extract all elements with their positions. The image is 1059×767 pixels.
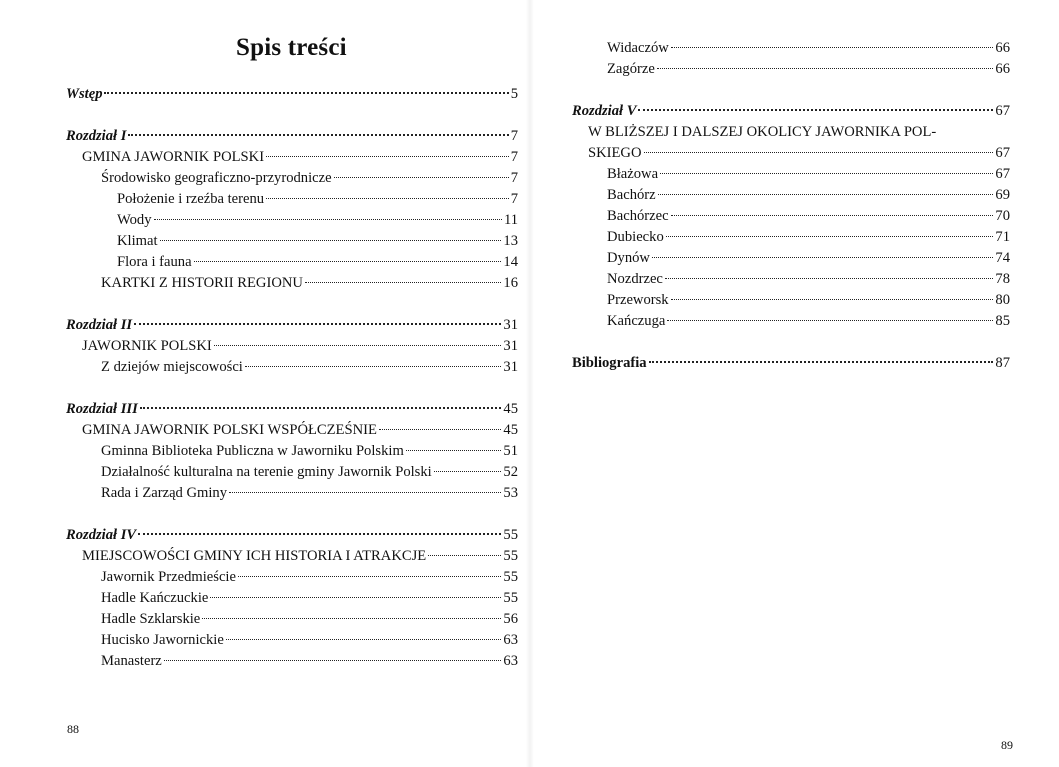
toc-entry-page: 5	[510, 86, 518, 102]
toc-entry-label: Hucisko Jawornickie	[101, 632, 224, 648]
toc-entry-label: Wstęp	[66, 86, 103, 102]
dot-leader	[210, 597, 501, 598]
toc-entry	[66, 147, 518, 168]
toc-entry-page: 55	[503, 590, 518, 606]
toc-chapter-entry	[66, 399, 518, 420]
dot-leader	[214, 345, 502, 346]
dot-leader	[226, 639, 502, 640]
toc-entry-page: 7	[510, 191, 518, 207]
toc-entry-page: 70	[995, 208, 1010, 224]
right-page	[530, 0, 1059, 767]
toc-entry-page: 45	[503, 422, 518, 438]
toc-entry-page: 31	[503, 359, 518, 375]
toc-entry-page: 52	[503, 464, 518, 480]
toc-entry-label: Rada i Zarząd Gminy	[101, 485, 228, 501]
toc-entry-page: 55	[503, 569, 518, 585]
toc-entry-label: Rozdział V	[572, 103, 637, 119]
toc-entry-label: MIEJSCOWOŚCI GMINY ICH HISTORIA I ATRAKCJE	[82, 548, 427, 564]
toc-entry-label: Flora i fauna	[117, 254, 192, 270]
toc-entry-label: Nozdrzec	[607, 271, 663, 287]
toc-entry-page: 69	[995, 187, 1010, 203]
toc-entry-label: Hadle Kańczuckie	[101, 590, 209, 606]
toc-entry-label: Środowisko geograficzno-przyrodnicze	[101, 170, 332, 186]
toc-entry-label: Bachórzec	[607, 208, 669, 224]
toc-entry-label: Klimat	[117, 233, 158, 249]
toc-entry-page: 7	[510, 149, 518, 165]
toc-entry-page: 11	[503, 212, 518, 228]
toc-entry-label: Błażowa	[607, 166, 659, 182]
toc-entry-label: Gminna Biblioteka Publiczna w Jaworniku Polskim	[101, 443, 404, 459]
toc-entry-label: Rozdział III	[66, 401, 138, 417]
dot-leader	[644, 152, 994, 153]
dot-leader	[660, 173, 993, 174]
toc-chapter-entry	[66, 525, 518, 546]
dot-leader	[406, 450, 502, 451]
dot-leader	[104, 92, 508, 94]
toc-entry	[572, 269, 1010, 290]
toc-entry-page: 66	[995, 61, 1010, 77]
toc-entry-label: Widaczów	[607, 40, 669, 56]
page-number-left: 88	[67, 722, 79, 736]
dot-leader	[667, 320, 993, 321]
dot-leader	[164, 660, 502, 661]
toc-entry	[66, 168, 518, 189]
toc-entry-page: 51	[503, 443, 518, 459]
toc-entry	[66, 210, 518, 231]
toc-entry-page: 7	[510, 128, 518, 144]
dot-leader	[671, 215, 994, 216]
toc-entry-page: 13	[503, 233, 518, 249]
toc-chapter-entry	[66, 315, 518, 336]
dot-leader	[658, 194, 994, 195]
dot-leader	[266, 198, 509, 199]
toc-entry-page: 63	[503, 653, 518, 669]
toc-entry	[66, 189, 518, 210]
dot-leader	[138, 533, 501, 535]
toc-entry-label: Dubiecko	[607, 229, 664, 245]
toc-entry-label: Zagórze	[607, 61, 655, 77]
toc-entry	[572, 185, 1010, 206]
toc-entry-page: 31	[503, 338, 518, 354]
dot-leader	[128, 134, 508, 136]
toc-entry-label: Położenie i rzeźba terenu	[117, 191, 265, 207]
toc-chapter-entry	[572, 101, 1010, 122]
toc-entry-label: Rozdział IV	[66, 527, 137, 543]
toc-entry	[66, 609, 518, 630]
toc-entry-page: 67	[995, 103, 1010, 119]
toc-entry	[66, 231, 518, 252]
toc-entry-label: Wody	[117, 212, 152, 228]
toc-entry-page: 56	[503, 611, 518, 627]
toc-entry	[572, 311, 1010, 332]
dot-leader	[134, 323, 501, 325]
toc-entry	[66, 273, 518, 294]
toc-entry-label: Bibliografia	[572, 355, 647, 371]
toc-bibliography-entry	[572, 353, 1010, 374]
dot-leader	[671, 47, 994, 48]
dot-leader	[245, 366, 502, 367]
toc-entry-label: Dynów	[607, 250, 650, 266]
toc-entry	[66, 336, 518, 357]
toc-entry-page: 16	[503, 275, 518, 291]
toc-entry-label: Rozdział II	[66, 317, 133, 333]
dot-leader	[202, 618, 501, 619]
toc-entry-label: GMINA JAWORNIK POLSKI	[82, 149, 265, 165]
toc-entry-label: Działalność kulturalna na terenie gminy Jawornik Polski	[101, 464, 432, 480]
toc-entry	[572, 59, 1010, 80]
dot-leader	[266, 156, 509, 157]
toc-entry	[572, 38, 1010, 59]
dot-leader	[160, 240, 502, 241]
dot-leader	[649, 361, 994, 363]
toc-entry	[572, 143, 1010, 164]
dot-leader	[140, 407, 502, 409]
toc-entry-label: JAWORNIK POLSKI	[82, 338, 212, 354]
dot-leader	[194, 261, 502, 262]
toc-entry-label: SKIEGO	[588, 145, 642, 161]
dot-leader	[665, 278, 994, 279]
dot-leader	[305, 282, 501, 283]
toc-entry-label: Hadle Szklarskie	[101, 611, 201, 627]
dot-leader	[657, 68, 994, 69]
toc-entry	[572, 164, 1010, 185]
toc-entry	[572, 227, 1010, 248]
dot-leader	[434, 471, 502, 472]
toc-entry	[66, 441, 518, 462]
toc-entry	[66, 567, 518, 588]
toc-entry	[66, 462, 518, 483]
dot-leader	[652, 257, 993, 258]
toc-entry-page: 55	[503, 527, 518, 543]
toc-entry-label: Z dziejów miejscowości	[101, 359, 243, 375]
toc-entry-page: 80	[995, 292, 1010, 308]
toc-entry-label: Manasterz	[101, 653, 162, 669]
dot-leader	[238, 576, 501, 577]
toc-entry-label: Rozdział I	[66, 128, 127, 144]
toc-entry-page: 53	[503, 485, 518, 501]
toc-list-left	[66, 84, 518, 672]
toc-entry-label: Jawornik Przedmieście	[101, 569, 236, 585]
toc-entry-label: Bachórz	[607, 187, 656, 203]
dot-leader	[671, 299, 994, 300]
dot-leader	[666, 236, 994, 237]
dot-leader	[638, 109, 993, 111]
toc-entry-page: 55	[503, 548, 518, 564]
toc-list-right	[572, 38, 1010, 374]
toc-entry	[66, 252, 518, 273]
toc-entry	[572, 248, 1010, 269]
toc-entry-label: Przeworsk	[607, 292, 669, 308]
page-title: Spis treści	[236, 34, 347, 61]
toc-entry-label: KARTKI Z HISTORII REGIONU	[101, 275, 303, 291]
toc-entry-page: 74	[995, 250, 1010, 266]
page-number-right: 89	[1001, 738, 1013, 752]
toc-entry-page: 78	[995, 271, 1010, 287]
dot-leader	[334, 177, 509, 178]
toc-entry-page: 7	[510, 170, 518, 186]
toc-entry-page: 14	[503, 254, 518, 270]
toc-entry	[66, 630, 518, 651]
toc-entry	[66, 651, 518, 672]
toc-entry-page: 67	[995, 145, 1010, 161]
dot-leader	[154, 219, 502, 220]
toc-chapter-entry	[66, 126, 518, 147]
toc-entry-wrap-line	[572, 122, 1010, 143]
dot-leader	[229, 492, 501, 493]
toc-entry-page: 31	[503, 317, 518, 333]
toc-entry-page: 45	[503, 401, 518, 417]
dot-leader	[379, 429, 502, 430]
toc-entry-page: 66	[995, 40, 1010, 56]
toc-entry	[66, 357, 518, 378]
toc-entry-label: W BLIŻSZEJ I DALSZEJ OKOLICY JAWORNIKA POL-	[588, 124, 937, 140]
toc-entry	[66, 483, 518, 504]
toc-entry-page: 87	[995, 355, 1010, 371]
toc-entry	[66, 420, 518, 441]
toc-chapter-entry	[66, 84, 518, 105]
toc-entry-label: Kańczuga	[607, 313, 666, 329]
toc-entry-page: 85	[995, 313, 1010, 329]
toc-entry-page: 67	[995, 166, 1010, 182]
toc-entry-page: 63	[503, 632, 518, 648]
toc-entry-label: GMINA JAWORNIK POLSKI WSPÓŁCZEŚNIE	[82, 422, 377, 438]
toc-entry	[572, 290, 1010, 311]
toc-entry	[66, 546, 518, 567]
toc-entry-page: 71	[995, 229, 1010, 245]
toc-entry	[66, 588, 518, 609]
dot-leader	[428, 555, 501, 556]
toc-entry	[572, 206, 1010, 227]
